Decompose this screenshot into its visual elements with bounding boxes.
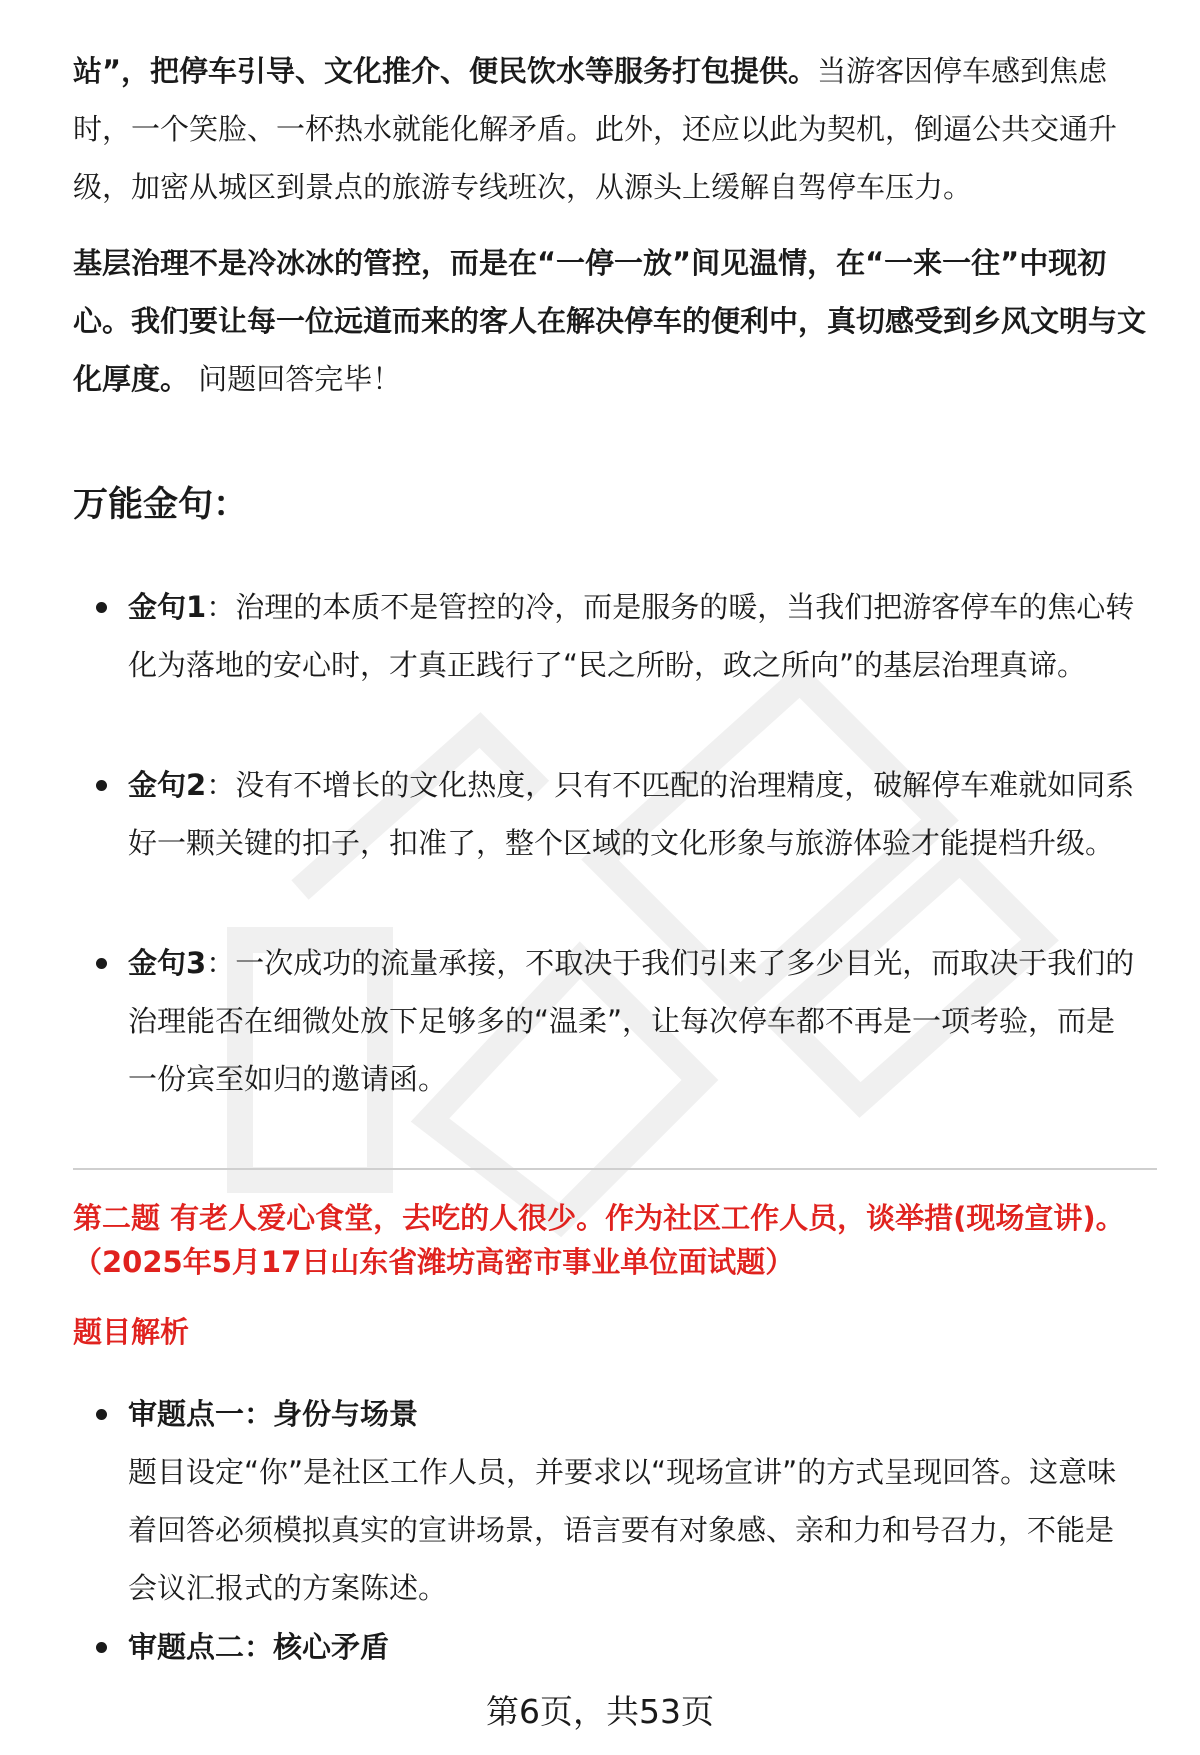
paragraph-2-tail: 问题回答完毕！ [198,362,402,396]
page-footer: 第6页，共53页 [486,1692,714,1731]
golden-sentence-2 [128,756,1138,872]
golden-sentence-text: ：没有不增长的文化热度，只有不匹配的治理精度，破解停车难就如同系好一颗关键的扣子，扣准了，整个区域的文化形象与旅游体验才能提档升级。 [128,768,1135,860]
paragraph-1-text: 当游客因停车感到焦虑时，一个笑脸、一杯热水就能化解矛盾。此外，还应以此为契机，倒逼公共交通升级，加密从城区到景点的旅游专线班次，从源头上缓解自驾停车压力。 [73,54,1118,204]
golden-sentence-text: ：治理的本质不是管控的冷，而是服务的暖，当我们把游客停车的焦心转化为落地的安心时，才真正践行了“民之所盼，政之所向”的基层治理真谛。 [128,590,1135,682]
section-divider [73,1168,1157,1170]
paragraph-2-bold: 基层治理不是冷冰冰的管控，而是在“一停一放”间见温情，在“一来一往”中现初心。我们要让每一位远道而来的客人在解决停车的便利中，真切感受到乡风文明与文化厚度。 [73,246,1147,396]
paragraph-1 [73,42,1153,216]
review-point-label: 审题点一：身份与场景 [128,1397,419,1431]
golden-sentence-1 [128,578,1138,694]
review-point-text: 题目设定“你”是社区工作人员，并要求以“现场宣讲”的方式呈现回答。这意味着回答必须模拟真实的宣讲场景，语言要有对象感、亲和力和号召力，不能是会议汇报式的方案陈述。 [128,1455,1117,1605]
golden-sentence-label: 金句2 [128,768,207,802]
golden-sentence-text: ：一次成功的流量承接，不取决于我们引来了多少目光，而取决于我们的治理能否在细微处放下足够多的“温柔”，让每次停车都不再是一项考验，而是一份宾至如归的邀请函。 [128,946,1135,1096]
golden-sentence-label: 金句3 [128,946,207,980]
review-point-1 [128,1385,1138,1617]
paragraph-1-bold: 站”，把停车引导、文化推介、便民饮水等服务打包提供。 [73,54,818,88]
golden-sentence-label: 金句1 [128,590,207,624]
analysis-heading: 题目解析 [73,1315,190,1349]
golden-sentence-3 [128,934,1138,1108]
paragraph-2 [73,234,1153,408]
review-point-2 [128,1618,1138,1676]
question-title: 第二题 有老人爱心食堂，去吃的人很少。作为社区工作人员，谈举措(现场宣讲)。（2025年5月17日山东省潍坊高密市事业单位面试题） [73,1201,1125,1279]
section-heading: 万能金句： [73,485,249,525]
review-point-label: 审题点二：核心矛盾 [128,1630,390,1664]
